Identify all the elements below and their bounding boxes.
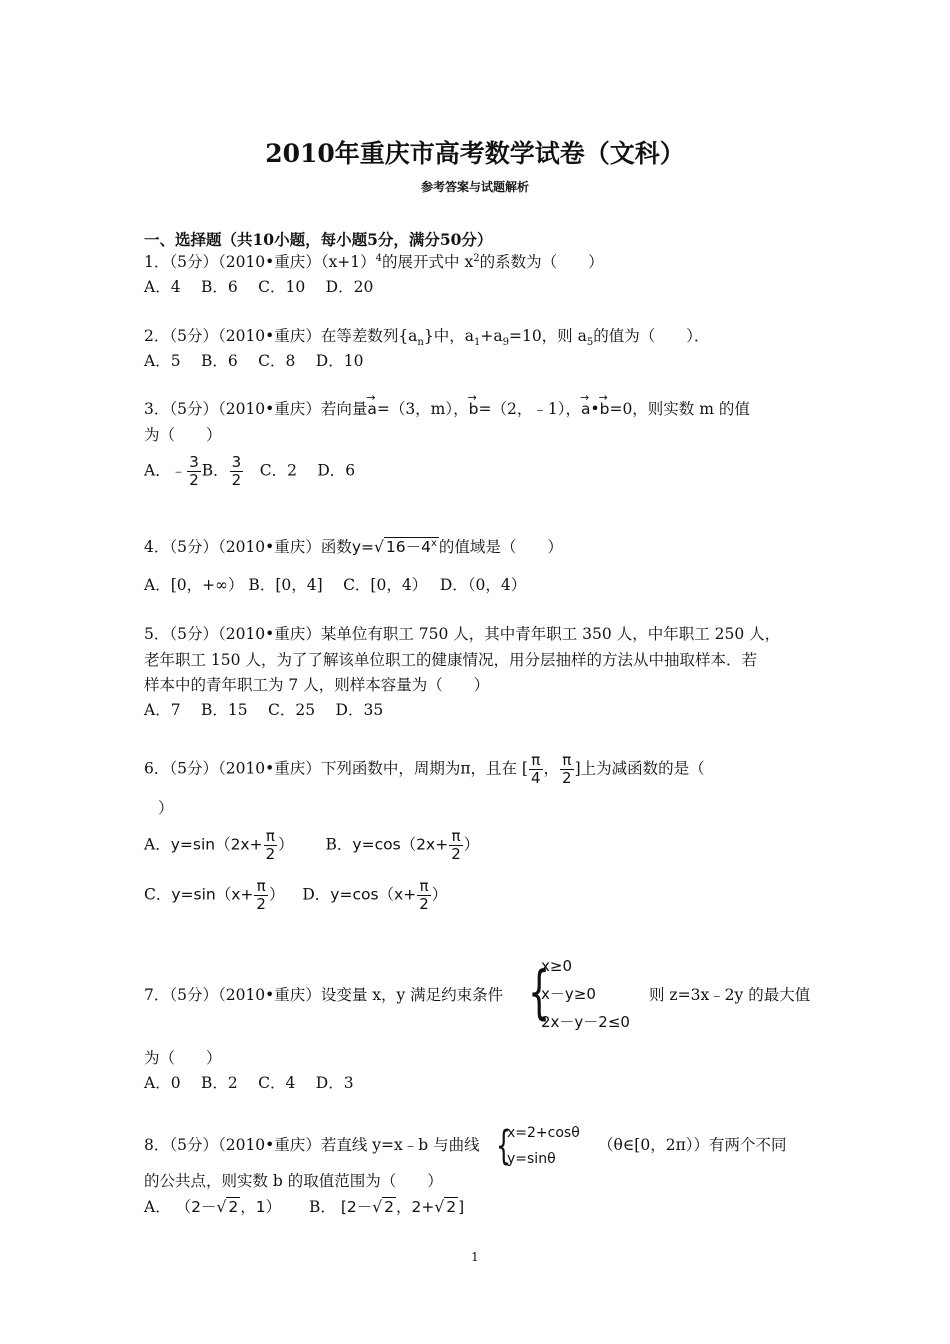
question-5-options: A．7 B．15 C．25 D．35: [144, 701, 384, 719]
vector-a-dot: → a: [581, 399, 591, 419]
page-title: 2010年重庆市高考数学试卷（文科）: [265, 139, 685, 168]
constraint-1: x≥0: [541, 957, 572, 975]
constraint-3: 2x－y－2≤0: [541, 1013, 630, 1031]
fraction-3-2: $\frac{3}{2}$: [231, 453, 242, 489]
question-6-stem: 6．（5分）（2010•重庆）下列函数中，周期为π，且在 [ $\frac{\pi}{4}$ ， $\frac{\pi}{2}$ ]上为减函数的是（: [144, 751, 705, 787]
question-8-options: A． （2－√ 2 ，1） B． [2－√ 2 ，2+√ 2 ]: [144, 1198, 465, 1216]
vector-b-dot: → b: [600, 399, 610, 419]
question-4-options: A．[0，+∞） B．[0，4] C．[0，4） D．（0，4）: [144, 576, 527, 594]
question-3-stem-line2: 为（ ）: [144, 426, 222, 444]
question-6-options-cd: C．y=sin（x+ $\frac{\pi}{2}$ ） D．y=cos（x+ $\frac{\pi}{2}$ ）: [144, 877, 448, 913]
constraint-2: x－y≥0: [541, 985, 596, 1003]
question-7-stem-b: 则 z=3x﹣2y 的最大值: [649, 986, 811, 1004]
question-6-options-ab: A．y=sin（2x+ $\frac{\pi}{2}$ ） B．y=cos（2x+ $\frac{\pi}{2}$ ）: [144, 827, 480, 863]
question-6-stem-line2: ）: [158, 799, 174, 817]
fraction-pi-4: $\frac{\pi}{4}$: [530, 751, 541, 787]
question-3-options: A．﹣ $\frac{3}{2}$ B． $\frac{3}{2}$ C．2 D．6: [144, 453, 356, 489]
page-number: 1: [471, 1250, 479, 1264]
question-8-stem-line2: 的公共点，则实数 b 的取值范围为（ ）: [144, 1172, 443, 1190]
question-2-stem: 2．（5分）（2010•重庆）在等差数列$\{a_n\}$中，$a_1+a_9=10$，则 $a_5$的值为（ ）．: [144, 327, 710, 349]
fraction-neg-3-2: $\frac{3}{2}$: [189, 453, 199, 489]
question-8-stem-a: 8．（5分）（2010•重庆）若直线 y=x﹣b 与曲线: [144, 1136, 480, 1154]
fraction-pi-2: $\frac{\pi}{2}$: [562, 751, 572, 787]
constraint-brace: {: [528, 958, 551, 1026]
sqrt-expression: √ $16-4^x$: [374, 537, 437, 556]
page-subtitle: 参考答案与试题解析: [420, 180, 529, 194]
question-7-stem-a: 7．（5分）（2010•重庆）设变量 x，y 满足约束条件: [144, 986, 504, 1004]
question-2-options: A．5 B．6 C．8 D．10: [144, 352, 364, 370]
question-8-stem-b: （θ∈[0，2π））有两个不同: [598, 1136, 787, 1154]
question-5-line3: 样本中的青年职工为 7 人，则样本容量为（ ）: [144, 676, 490, 694]
question-7-stem-line2: 为（ ）: [144, 1049, 222, 1067]
question-3-stem: 3．（5分）（2010•重庆）若向量→ a=（3，m），→ b=（2，﹣1），→ a•→ b=0，则实数 m 的值: [144, 399, 750, 419]
param-brace: {: [496, 1123, 512, 1169]
section-heading: 一、选择题（共10小题，每小题5分，满分50分）: [144, 230, 493, 249]
param-y: y=sinθ: [507, 1151, 556, 1167]
question-4-stem: 4．（5分）（2010•重庆）函数y=√ $16-4^x$ 的值域是（ ）: [144, 537, 563, 556]
vector-a: → a: [367, 399, 377, 419]
question-1-stem: 1．（5分）（2010•重庆）$(x+1)^4$的展开式中 $x^2$的系数为（ ）: [144, 252, 604, 271]
question-1-options: A．4 B．6 C．10 D．20: [144, 278, 374, 296]
question-7-options: A．0 B．2 C．4 D．3: [144, 1074, 354, 1092]
question-5-line2: 老年职工 150 人，为了了解该单位职工的健康情况，用分层抽样的方法从中抽取样本．若: [144, 651, 757, 669]
param-x: x=2+cosθ: [507, 1125, 580, 1141]
vector-b: → b: [469, 399, 479, 419]
question-5-line1: 5．（5分）（2010•重庆）某单位有职工 750 人，其中青年职工 350 人，中年职工 250 人，: [144, 625, 781, 643]
